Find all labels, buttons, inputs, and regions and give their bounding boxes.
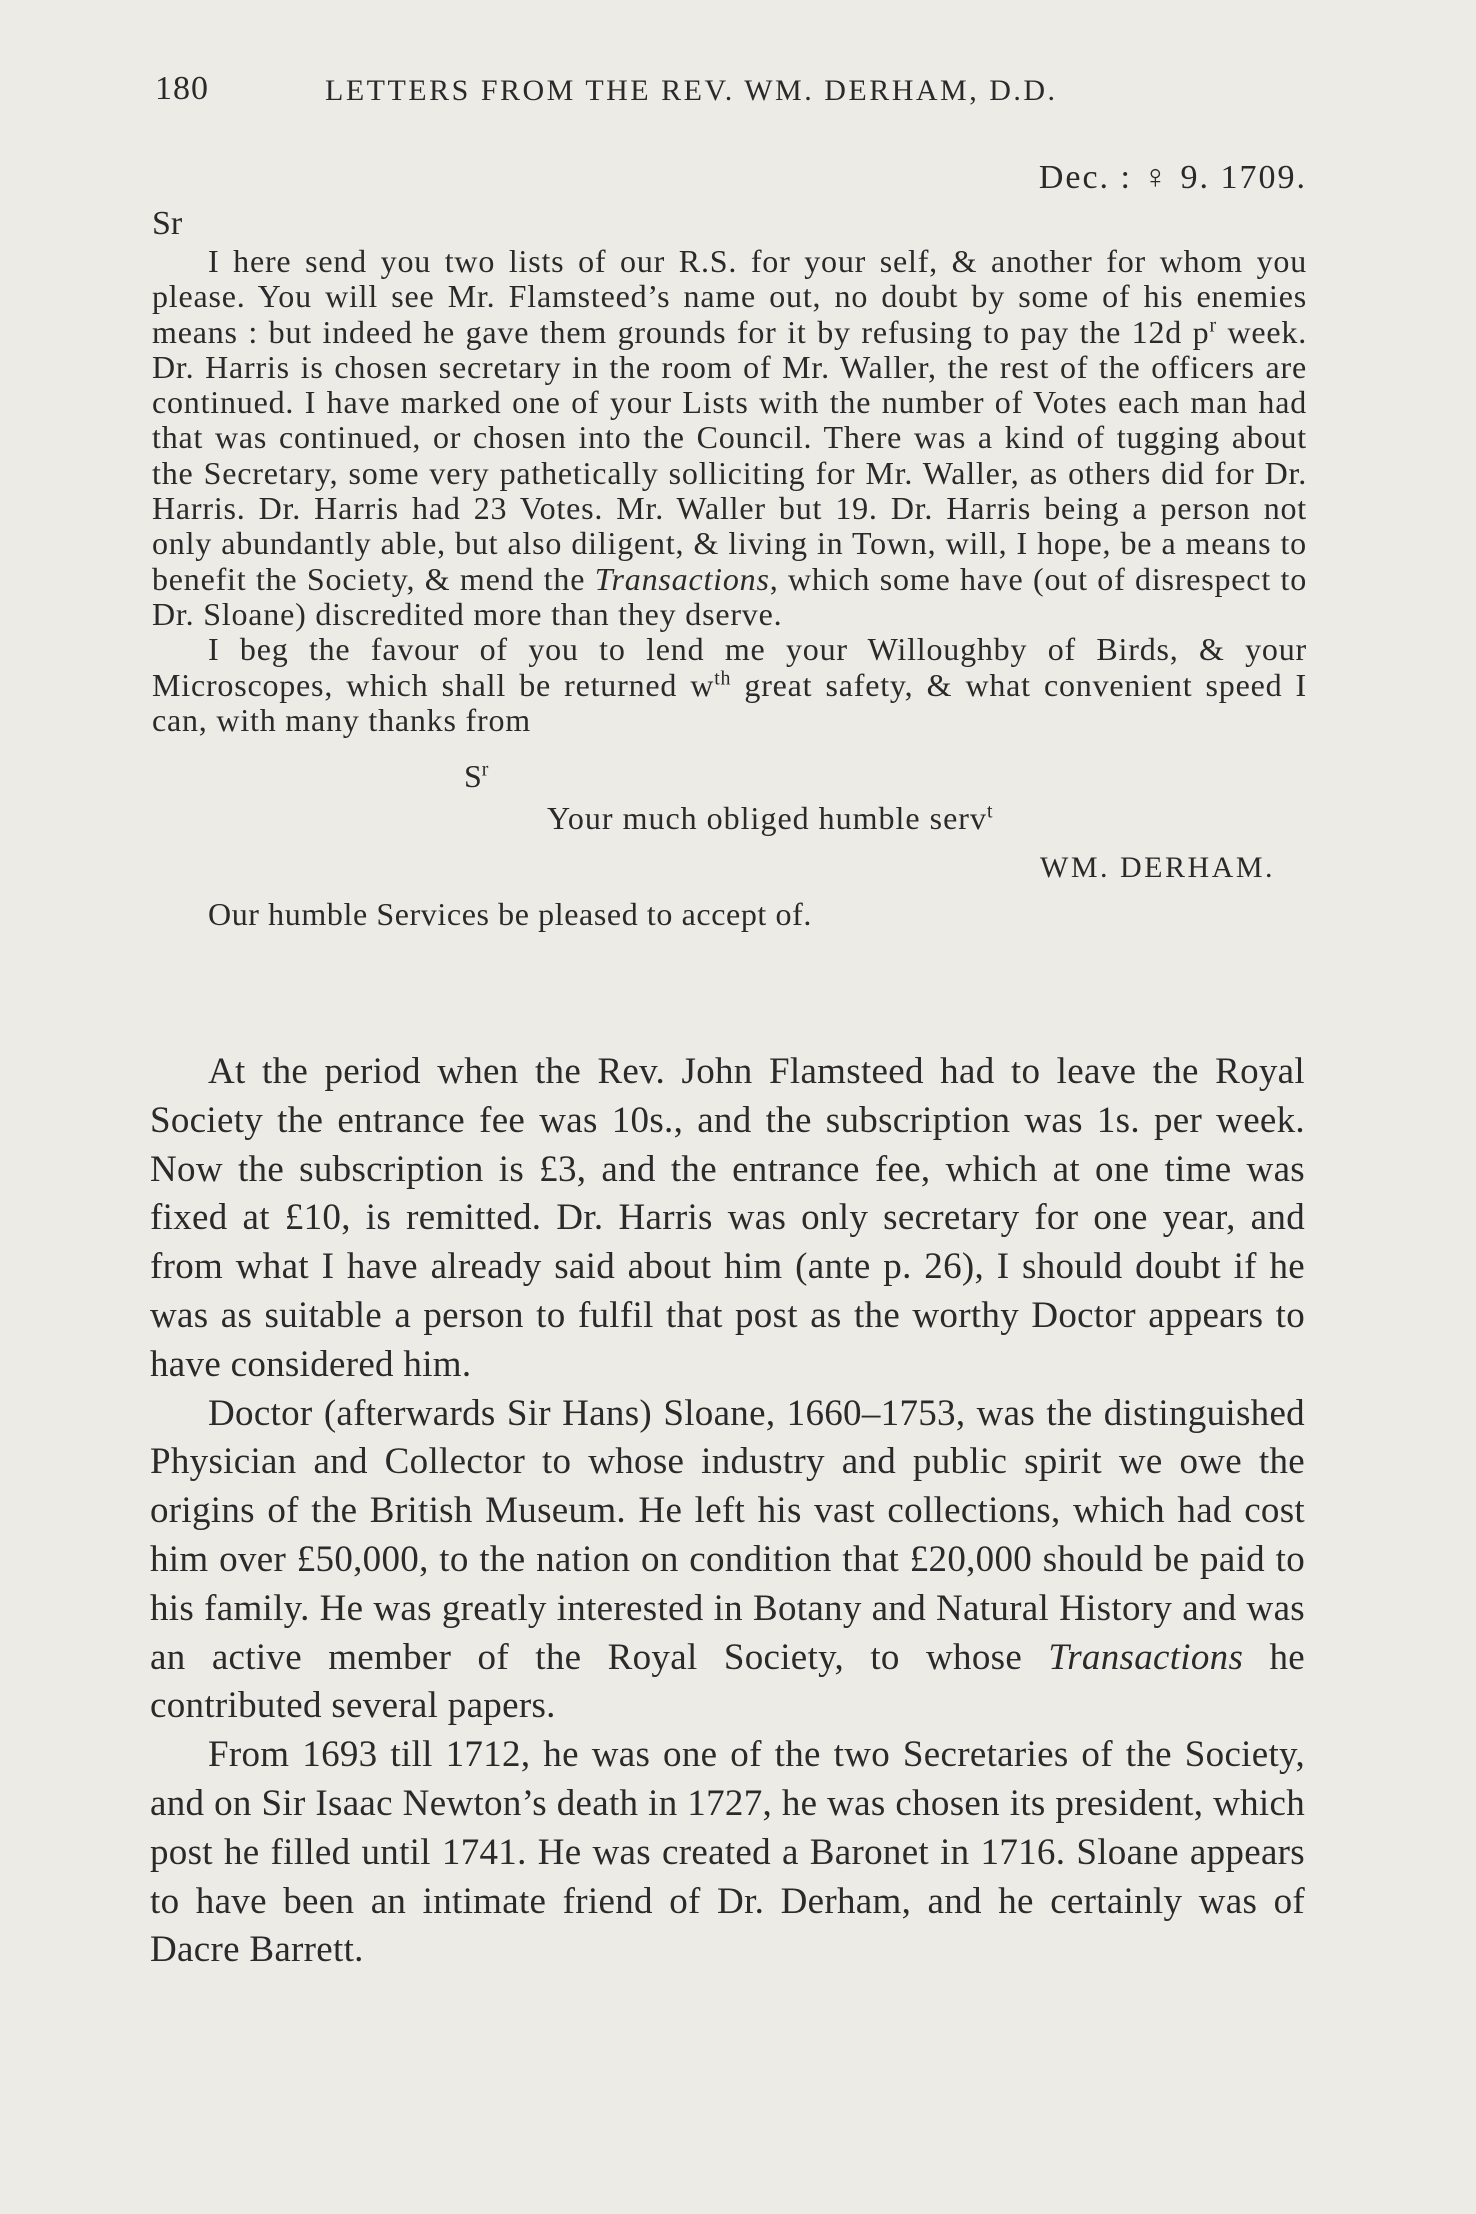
commentary-p2-text-b: he contributed several papers.: [150, 1636, 1306, 1727]
letter-p1-superscript: r: [1209, 313, 1217, 336]
page-header: [155, 70, 1285, 120]
letter-p2-superscript: th: [714, 666, 732, 689]
letter-p1-text-a: I here send you two lists of our R.S. for your self, & another for whom you please. You will see Mr. Flamsteed’s name out, no doubt by some of his enemies means : but indeed he gave them grounds for it by refusing to pay the 12d p: [152, 243, 1307, 350]
running-title: LETTERS FROM THE REV. WM. DERHAM, D.D.: [325, 74, 1058, 107]
postscript: Our humble Services be pleased to accept of.: [208, 896, 812, 933]
letter-p2-text-b: great safety, & what convenient speed I can, with many thanks from: [152, 666, 1307, 738]
letter-p1-text-b: week. Dr. Harris is chosen secretary in the room of Mr. Waller, the rest of the officers are continued. I have marked one of your Lists with the number of Votes each man had that was continued, or chosen into the Council. There was a kind of tugging about the Secretary, some very pathetically solliciting for Mr. Waller, as others did for Dr. Harris. Dr. Harris had 23 Votes. Mr. Waller but 19. Dr. Harris being a person not only abundantly able, but also diligent, & living in Town, will, I hope, be a means to benefit the Society, & mend the: [152, 313, 1307, 597]
letter: [152, 140, 1307, 934]
letter-paragraph-1: [152, 244, 1307, 632]
commentary-p2-italic-title: Transactions: [1048, 1636, 1244, 1678]
letter-salutation: Sr: [152, 205, 183, 242]
closing-line: [547, 798, 1307, 838]
signature: WM. DERHAM.: [1040, 851, 1275, 885]
closing-line-superscript: t: [986, 800, 994, 823]
commentary-p2-text-a: Doctor (afterwards Sir Hans) Sloane, 1660–1753, was the distinguished Physician and Collector to whose industry and public spirit we owe the origins of the British Museum. He left his vast collections, which had cost him over £50,000, to the nation on condition that £20,000 should be paid to his family. He was greatly interested in Botany and Natural History and was an active member of the Royal Society, to whose: [150, 1392, 1305, 1678]
commentary: [150, 1048, 1305, 1975]
letter-p1-italic-title: Transactions: [594, 560, 770, 597]
commentary-paragraph-3: From 1693 till 1712, he was one of the two Secretaries of the Society, and on Sir Isaac Newton’s death in 1727, he was chosen its president, which post he filled until 1741. He was created a Baronet in 1716. Sloane appears to have been an intimate friend of Dr. Derham, and he certainly was of Dacre Barrett.: [150, 1734, 1305, 1971]
commentary-paragraph-2: [150, 1390, 1305, 1732]
letter-p2-text-a: I beg the favour of you to lend me your Willoughby of Birds, & your Microscopes, which shall be returned w: [152, 631, 1307, 703]
closing-sir-text: S: [464, 758, 482, 795]
letter-date: Dec. : ♀ 9. 1709.: [1038, 159, 1307, 196]
closing-sir: [464, 756, 1307, 796]
closing-line-text: Your much obliged humble serv: [547, 800, 987, 837]
letter-paragraph-2: [152, 632, 1307, 738]
page-number: 180: [155, 70, 209, 107]
letter-p1-text-c: , which some have (out of disrespect to Dr. Sloane) discredited more than they dserve.: [152, 560, 1307, 632]
closing-sir-superscript: r: [481, 758, 489, 781]
commentary-paragraph-1: At the period when the Rev. John Flamsteed had to leave the Royal Society the entrance fee was 10s., and the subscription was 1s. per week. Now the subscription is £3, and the entrance fee, which at one time was fixed at £10, is remitted. Dr. Harris was only secretary for one year, and from what I have already said about him (ante p. 26), I should doubt if he was as suitable a person to fulfil that post as the worthy Doctor appears to have considered him.: [150, 1051, 1305, 1385]
